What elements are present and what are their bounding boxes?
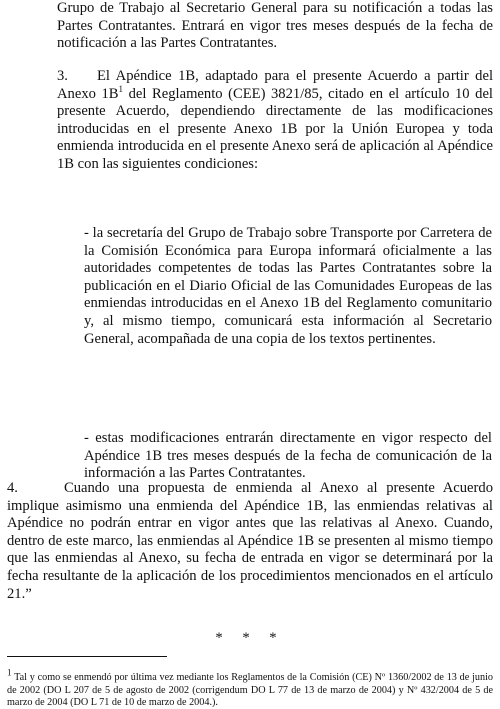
paragraph-3-text-a: El Apéndice 1B, adaptado para el presente Acuerdo a partir del Anexo 1B	[57, 68, 493, 102]
footnote-reference: 1	[118, 83, 124, 94]
footnote	[7, 667, 493, 709]
paragraph-3-text-b: del Reglamento (CEE) 3821/85, citado en el artículo 10 del presente Acuerdo, dependiendo directamente de las modificaciones introducidas en el presente Anexo 1B por la Unión Europea y toda enmienda introducida en el presente Anexo será de aplicación al Apéndice 1B con las siguientes condiciones:	[57, 85, 493, 172]
condition-bullet-1: - la secretaría del Grupo de Trabajo sobre Transporte por Carretera de la Comisión Económica para Europa informará oficialmente a las autoridades competentes de todas las Partes Contratantes sobre la publicación en el Diario Oficial de las Comunidades Europeas de las enmiendas introducidas en el Anexo 1B del Reglamento comunitario y, al mismo tiempo, comunicará esta información al Secretario General, acompañada de una copia de los textos pertinentes.	[84, 225, 492, 347]
paragraph-3	[57, 68, 493, 174]
footnote-text: Tal y como se enmendó por última vez mediante los Reglamentos de la Comisión (CE) Nº 1360/2002 de 13 de junio de 2002 (DO L 207 de 5 de agosto de 2002 (corrigendum DO L 77 de 13 de marzo de 2004) y Nº 432/2004 de 5 de marzo de 2004 (DO L 71 de 10 de marzo de 2004.).	[7, 672, 493, 708]
paragraph-4-text: Cuando una propuesta de enmienda al Anexo al presente Acuerdo implique asimismo una enmienda del Apéndice 1B, las enmiendas relativas al Apéndice no podrán entrar en vigor antes que las relativas al Anexo. Cuando, dentro de este marco, las enmiendas al Apéndice 1B se presenten al mismo tiempo que las enmiendas al Anexo, su fecha de entrada en vigor se determinará por la fecha resultante de la aplicación de los procedimientos mencionados en el artículo 21.”	[7, 480, 493, 602]
paragraph-4	[7, 480, 493, 603]
section-separator: * * *	[215, 630, 285, 646]
paragraph-4-number: 4.	[7, 480, 18, 496]
paragraph-continuation: Grupo de Trabajo al Secretario General para su notificación a todas las Partes Contratantes. Entrará en vigor tres meses después de la fecha de notificación a las Partes Contratantes.	[57, 0, 493, 52]
paragraph-3-number: 3.	[57, 68, 68, 84]
footnote-rule	[7, 656, 167, 657]
condition-bullet-2: - estas modificaciones entrarán directamente en vigor respecto del Apéndice 1B tres meses después de la fecha de comunicación de la información a las Partes Contratantes.	[84, 430, 492, 482]
footnote-marker: 1	[7, 667, 12, 678]
